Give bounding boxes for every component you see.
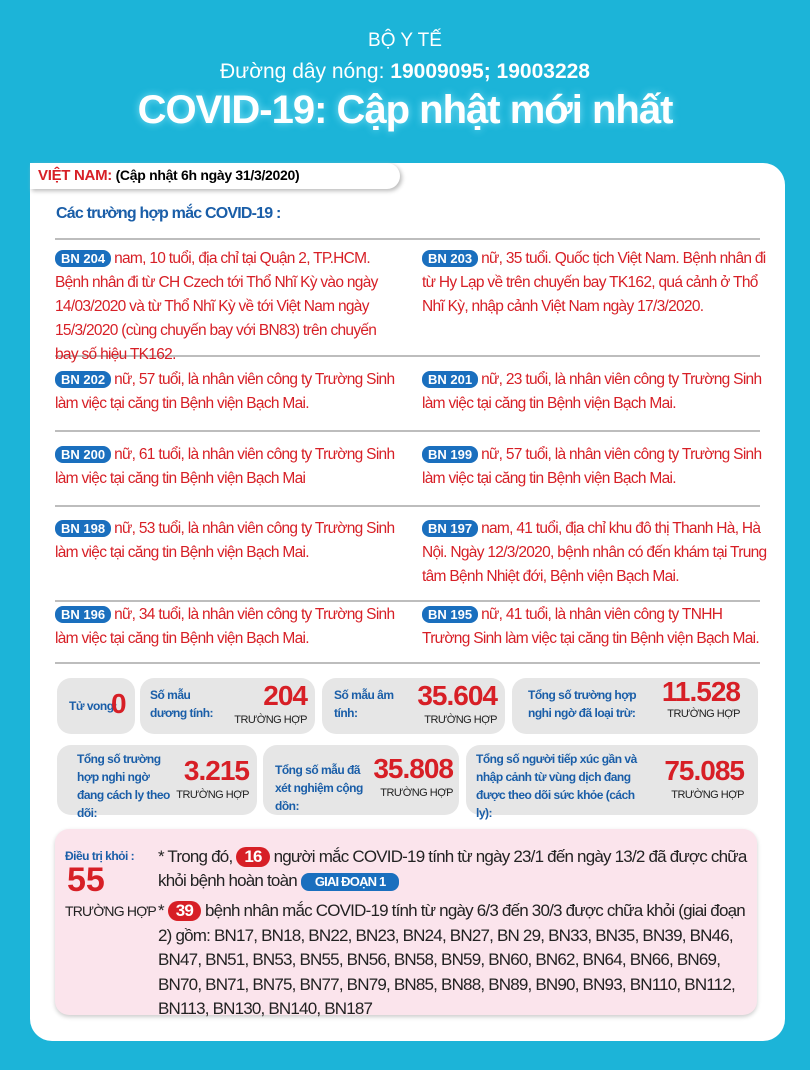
p2-text: bệnh nhân mắc COVID-19 tính từ ngày 6/3 đến 30/3 được chữa khỏi (giai đoạn 2) gồm: BN17, BN18, BN22, BN23, BN24, BN27, BN 29, BN33, BN35, BN39, BN46, BN47, BN51, BN53, BN55, BN56, BN58, BN59, BN60, BN62, BN64, BN66, BN69, BN70, BN71, BN75, BN77, BN79, BN85, BN88, BN89, BN90, BN93, BN110, BN112, BN113, BN130, BN140, BN187 xyxy=(158,901,745,1018)
case-item xyxy=(422,368,767,416)
stat-value: 35.808 xyxy=(373,753,453,784)
divider xyxy=(55,600,760,602)
case-id-badge: BN 200 xyxy=(55,446,111,463)
stat-value: 75.085 xyxy=(664,755,744,786)
case-text: nữ, 23 tuổi, là nhân viên công ty Trường Sinh làm việc tại căng tin Bệnh viện Bạch Mai. xyxy=(422,371,762,412)
case-item xyxy=(55,368,400,416)
stat-tested xyxy=(263,745,459,815)
country-name: VIỆT NAM: xyxy=(38,167,112,184)
stat-excluded xyxy=(512,678,758,734)
cases-heading: Các trường hợp mắc COVID-19 : xyxy=(56,205,281,222)
case-item xyxy=(55,517,400,565)
p2-count-badge: 39 xyxy=(168,901,201,921)
case-text: nam, 10 tuổi, địa chỉ tại Quận 2, TP.HCM. Bệnh nhân đi từ CH Czech tới Thổ Nhĩ Kỳ vào ngày 14/03/2020 và từ Thổ Nhĩ Kỳ về tới Việt Nam ngày 15/3/2020 (cùng chuyến bay với BN83) trên chuyến bay số hiệu TK162. xyxy=(55,250,378,363)
phase2-text xyxy=(158,899,748,1022)
case-text: nữ, 61 tuổi, là nhân viên công ty Trường Sinh làm việc tại căng tin Bệnh viện Bạch Mai xyxy=(55,446,395,487)
stat-value: 204 xyxy=(263,680,307,711)
stat-unit: TRƯỜNG HỢP xyxy=(176,789,249,801)
stat-label: Số mẫu dương tính: xyxy=(150,688,214,720)
stat-value: 11.528 xyxy=(661,676,740,707)
stat-label: Tử vong: xyxy=(69,699,118,713)
p1-count-badge: 16 xyxy=(236,847,269,867)
stat-unit: TRƯỜNG HỢP xyxy=(671,789,744,801)
stat-label: Tổng số người tiếp xúc gần và nhập cảnh từ vùng dịch đang được theo dõi sức khỏe (cách ly): xyxy=(476,752,637,820)
stat-negative xyxy=(322,678,505,734)
case-id-badge: BN 201 xyxy=(422,371,478,388)
hotline xyxy=(0,60,810,84)
case-id-badge: BN 195 xyxy=(422,606,478,623)
case-text: nữ, 35 tuổi. Quốc tịch Việt Nam. Bệnh nhân đi từ Hy Lạp về trên chuyến bay TK162, quá cảnh ở Thổ Nhĩ Kỳ, nhập cảnh Việt Nam ngày 17/3/2020. xyxy=(422,250,766,315)
stat-deaths xyxy=(57,678,135,734)
phase1-text xyxy=(158,845,748,893)
recovered-unit: TRƯỜNG HỢP xyxy=(65,903,156,919)
recovered-value: 55 xyxy=(67,861,105,899)
phase1-badge: GIAI ĐOẠN 1 xyxy=(301,873,400,891)
stat-unit: TRƯỜNG HỢP xyxy=(667,708,740,720)
case-text: nữ, 34 tuổi, là nhân viên công ty Trường Sinh làm việc tại căng tin Bệnh viện Bạch Mai. xyxy=(55,606,395,647)
case-item xyxy=(55,443,400,491)
stat-positive xyxy=(140,678,315,734)
case-item xyxy=(55,603,400,651)
recovered-label: Điều trị khỏi : xyxy=(65,849,135,863)
case-id-badge: BN 204 xyxy=(55,250,111,267)
hotline-label: Đường dây nóng: xyxy=(220,60,385,83)
hotline-numbers: 19009095; 19003228 xyxy=(390,60,590,83)
stat-label: Số mẫu âm tính: xyxy=(334,688,394,720)
stat-isolated xyxy=(57,745,257,820)
p2-prefix: * xyxy=(158,901,164,920)
stat-unit: TRƯỜNG HỢP xyxy=(380,787,453,799)
case-text: nữ, 57 tuổi, là nhân viên công ty Trường Sinh làm việc tại căng tin Bệnh viện Bạch Mai. xyxy=(422,446,762,487)
p1-prefix: * Trong đó, xyxy=(158,847,233,866)
divider xyxy=(55,662,760,664)
divider xyxy=(55,430,760,432)
content-card xyxy=(30,163,785,1041)
divider xyxy=(55,238,760,240)
case-item xyxy=(55,247,400,367)
recovered-panel xyxy=(55,829,757,1018)
case-id-badge: BN 199 xyxy=(422,446,478,463)
stat-value: 3.215 xyxy=(183,755,249,786)
stat-label: Tổng số trường hợp nghi ngờ đang cách ly theo dõi: xyxy=(77,752,170,820)
stat-value: 35.604 xyxy=(417,680,497,711)
stat-unit: TRƯỜNG HỢP xyxy=(424,714,497,726)
case-id-badge: BN 203 xyxy=(422,250,478,267)
case-item xyxy=(422,247,767,319)
case-id-badge: BN 197 xyxy=(422,520,478,537)
stat-monitored xyxy=(466,745,758,820)
case-text: nam, 41 tuổi, địa chỉ khu đô thị Thanh Hà, Hà Nội. Ngày 12/3/2020, bệnh nhân có đến khám tại Trung tâm Bệnh Nhiệt đới, Bệnh viện Bạch Mai. xyxy=(422,520,767,585)
stat-value: 0 xyxy=(111,688,126,719)
p1-text: người mắc COVID-19 tính từ ngày 23/1 đến ngày 13/2 đã được chữa khỏi bệnh hoàn toàn xyxy=(158,847,747,890)
stat-label: Tổng số mẫu đã xét nghiệm cộng dồn: xyxy=(275,763,363,813)
update-time: (Cập nhật 6h ngày 31/3/2020) xyxy=(115,167,300,183)
ministry-label: BỘ Y TẾ xyxy=(368,30,442,51)
stat-unit: TRƯỜNG HỢP xyxy=(234,714,307,726)
country-banner xyxy=(30,163,400,189)
stat-label: Tổng số trường hợp nghi ngờ đã loại trừ: xyxy=(528,688,637,720)
case-id-badge: BN 202 xyxy=(55,371,111,388)
case-item xyxy=(422,603,767,651)
case-id-badge: BN 198 xyxy=(55,520,111,537)
case-text: nữ, 57 tuổi, là nhân viên công ty Trường Sinh làm việc tại căng tin Bệnh viện Bạch Mai. xyxy=(55,371,395,412)
divider xyxy=(55,505,760,507)
page-title: COVID-19: Cập nhật mới nhất xyxy=(137,88,673,132)
case-text: nữ, 53 tuổi, là nhân viên công ty Trường Sinh làm việc tại căng tin Bệnh viện Bạch Mai. xyxy=(55,520,395,561)
case-id-badge: BN 196 xyxy=(55,606,111,623)
case-item xyxy=(422,443,767,491)
case-item xyxy=(422,517,767,589)
case-text: nữ, 41 tuổi, là nhân viên công ty TNHH Trường Sinh làm việc tại căng tin Bệnh viện Bạch Mai. xyxy=(422,606,759,647)
